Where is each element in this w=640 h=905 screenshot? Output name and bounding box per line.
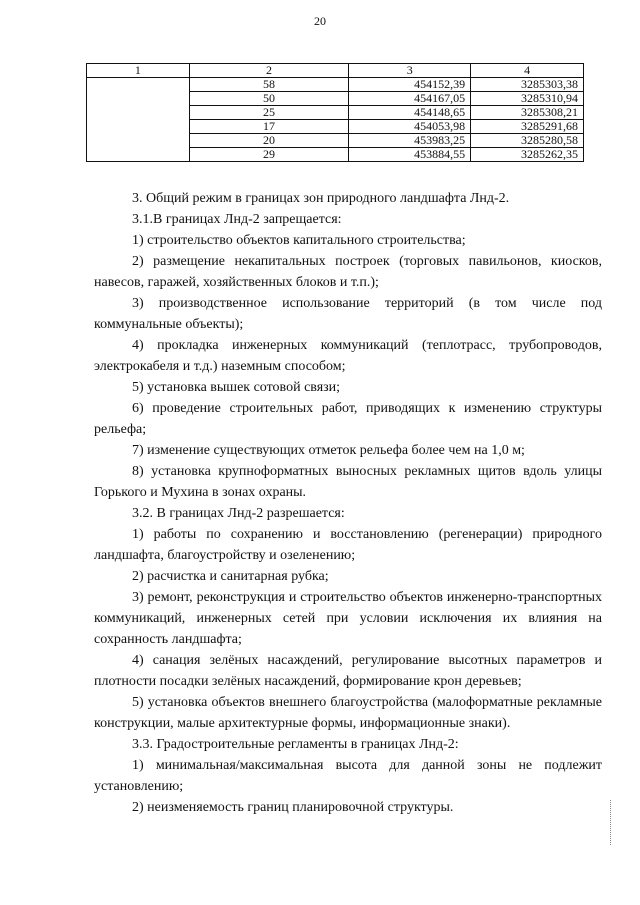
- point-number: 17: [189, 120, 349, 134]
- list-item: 1) работы по сохранению и восстановлению (регенерации) природного ландшафта, благоустройству и озеленению;: [94, 527, 602, 563]
- table-header-cell: 4: [471, 64, 584, 78]
- point-number: 58: [189, 78, 349, 92]
- x-coordinate: 453884,55: [349, 148, 471, 162]
- table-header-row: [87, 64, 584, 78]
- subsection-heading: 3.1.В границах Лнд-2 запрещается:: [132, 212, 342, 227]
- list-item: 4) санация зелёных насаждений, регулирование высотных параметров и плотности посадки зелёных насаждений, формирование крон деревьев;: [94, 653, 602, 689]
- list-item: 2) расчистка и санитарная рубка;: [132, 569, 329, 584]
- y-coordinate: 3285308,21: [471, 106, 584, 120]
- x-coordinate: 454167,05: [349, 92, 471, 106]
- list-item: 6) проведение строительных работ, приводящих к изменению структуры рельефа;: [94, 401, 602, 437]
- list-item: 4) прокладка инженерных коммуникаций (теплотрасс, трубопроводов, электрокабеля и т.д.) наземным способом;: [94, 338, 602, 374]
- list-item: 3) ремонт, реконструкция и строительство объектов инженерно-транспортных коммуникаций, инженерных сетей при условии исключения их влияния на сохранность ландшафта;: [94, 590, 602, 647]
- point-number: 20: [189, 134, 349, 148]
- list-item: 8) установка крупноформатных выносных рекламных щитов вдоль улицы Горького и Мухина в зонах охраны.: [94, 464, 602, 500]
- list-item: 3) производственное использование территорий (в том числе под коммунальные объекты);: [94, 296, 602, 332]
- subsection-heading: 3.2. В границах Лнд-2 разрешается:: [132, 506, 345, 521]
- document-body: [94, 188, 602, 818]
- x-coordinate: 454053,98: [349, 120, 471, 134]
- table-header-cell: 1: [87, 64, 190, 78]
- list-item: 1) минимальная/максимальная высота для данной зоны не подлежит установлению;: [94, 758, 602, 794]
- point-number: 25: [189, 106, 349, 120]
- list-item: 5) установка объектов внешнего благоустройства (малоформатные рекламные конструкции, малые архитектурные формы, информационные знаки).: [94, 695, 602, 731]
- scan-margin-mark: [610, 800, 621, 845]
- list-item: 7) изменение существующих отметок рельефа более чем на 1,0 м;: [132, 443, 525, 458]
- table-header-cell: 2: [189, 64, 349, 78]
- y-coordinate: 3285262,35: [471, 148, 584, 162]
- y-coordinate: 3285303,38: [471, 78, 584, 92]
- table-header-cell: 3: [349, 64, 471, 78]
- x-coordinate: 453983,25: [349, 134, 471, 148]
- table-row: [87, 78, 584, 92]
- y-coordinate: 3285310,94: [471, 92, 584, 106]
- list-item: 5) установка вышек сотовой связи;: [132, 380, 341, 395]
- page-number: 20: [314, 14, 326, 28]
- point-number: 29: [189, 148, 349, 162]
- list-item: 2) размещение некапитальных построек (торговых павильонов, киосков, навесов, гаражей, хозяйственных блоков и т.п.);: [94, 254, 602, 290]
- table-merged-cell: [87, 78, 190, 162]
- section-heading: 3. Общий режим в границах зон природного ландшафта Лнд-2.: [132, 191, 510, 206]
- x-coordinate: 454152,39: [349, 78, 471, 92]
- x-coordinate: 454148,65: [349, 106, 471, 120]
- point-number: 50: [189, 92, 349, 106]
- list-item: 2) неизменяемость границ планировочной структуры.: [132, 800, 454, 815]
- y-coordinate: 3285291,68: [471, 120, 584, 134]
- subsection-heading: 3.3. Градостроительные регламенты в границах Лнд-2:: [132, 737, 459, 752]
- y-coordinate: 3285280,58: [471, 134, 584, 148]
- list-item: 1) строительство объектов капитального строительства;: [132, 233, 466, 248]
- coordinates-table: [86, 63, 584, 162]
